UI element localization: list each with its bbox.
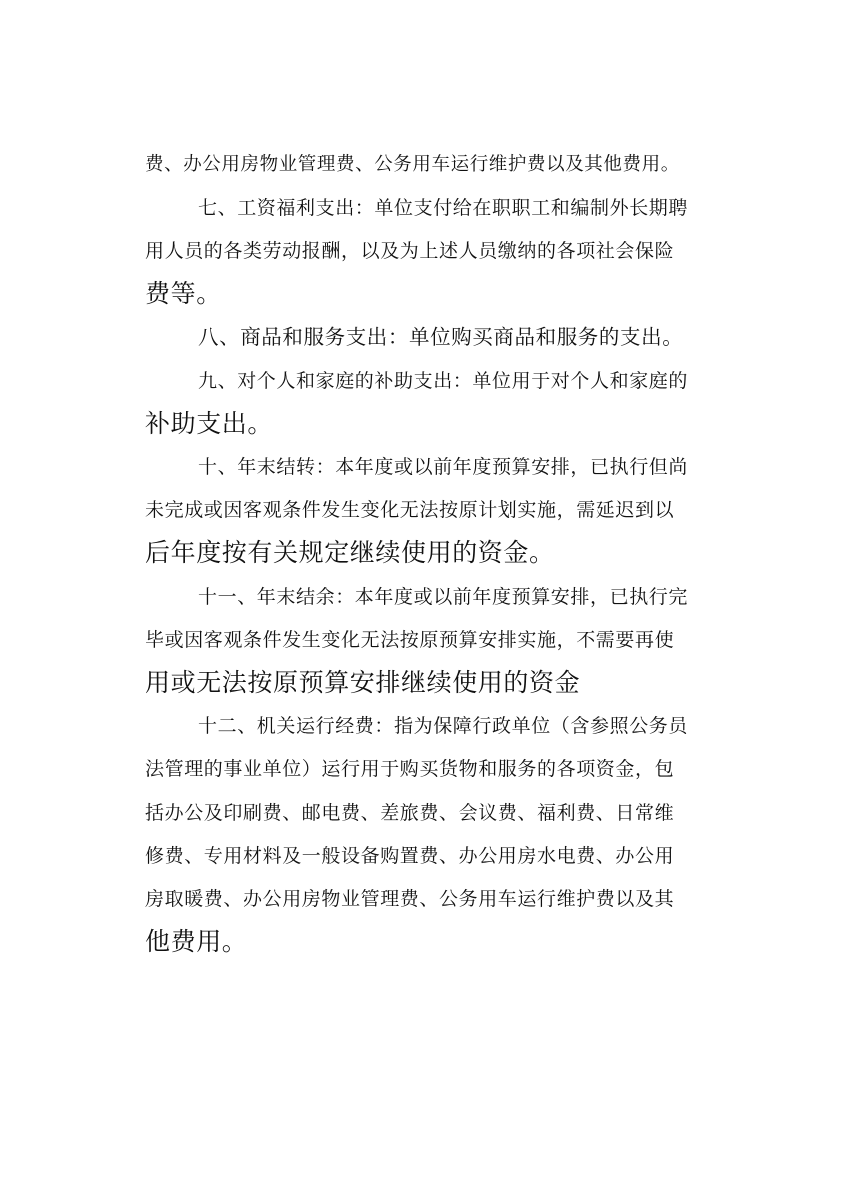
text-line: 修费、专用材料及一般设备购置费、办公用房水电费、办公用 (145, 845, 675, 867)
text-line: 用人员的各类劳动报酬，以及为上述人员缴纳的各项社会保险 (145, 240, 675, 262)
text-line: 费等。 (145, 279, 222, 308)
item-8-heading-line: 八、商品和服务支出：单位购买商品和服务的支出。 (198, 325, 684, 349)
item-12-heading-line: 十二、机关运行经费：指为保障行政单位（含参照公务员 (198, 715, 689, 737)
text-line: 毕或因客观条件发生变化无法按原预算安排实施，不需要再使 (145, 629, 675, 651)
text-line: 法管理的事业单位）运行用于购买货物和服务的各项资金，包 (145, 758, 675, 780)
text-line: 括办公及印刷费、邮电费、差旅费、会议费、福利费、日常维 (145, 802, 675, 824)
text-line: 他费用。 (145, 927, 248, 956)
text-line-continuation: 费、办公用房物业管理费、公务用车运行维护费以及其他费用。 (145, 154, 680, 175)
item-11-heading-line: 十一、年末结余：本年度或以前年度预算安排，已执行完 (198, 586, 689, 608)
item-9-heading-line: 九、对个人和家庭的补助支出：单位用于对个人和家庭的 (198, 370, 689, 392)
item-10-heading-line: 十、年末结转：本年度或以前年度预算安排，已执行但尚 (198, 456, 689, 478)
text-line: 未完成或因客观条件发生变化无法按原计划实施，需延迟到以 (145, 499, 675, 521)
item-7-heading-line: 七、工资福利支出：单位支付给在职职工和编制外长期聘 (198, 197, 689, 219)
text-line: 房取暖费、办公用房物业管理费、公务用车运行维护费以及其 (145, 888, 675, 910)
text-line: 用或无法按原预算安排继续使用的资金 (145, 668, 581, 697)
text-line: 补助支出。 (145, 409, 274, 438)
text-line: 后年度按有关规定继续使用的资金。 (145, 538, 555, 567)
